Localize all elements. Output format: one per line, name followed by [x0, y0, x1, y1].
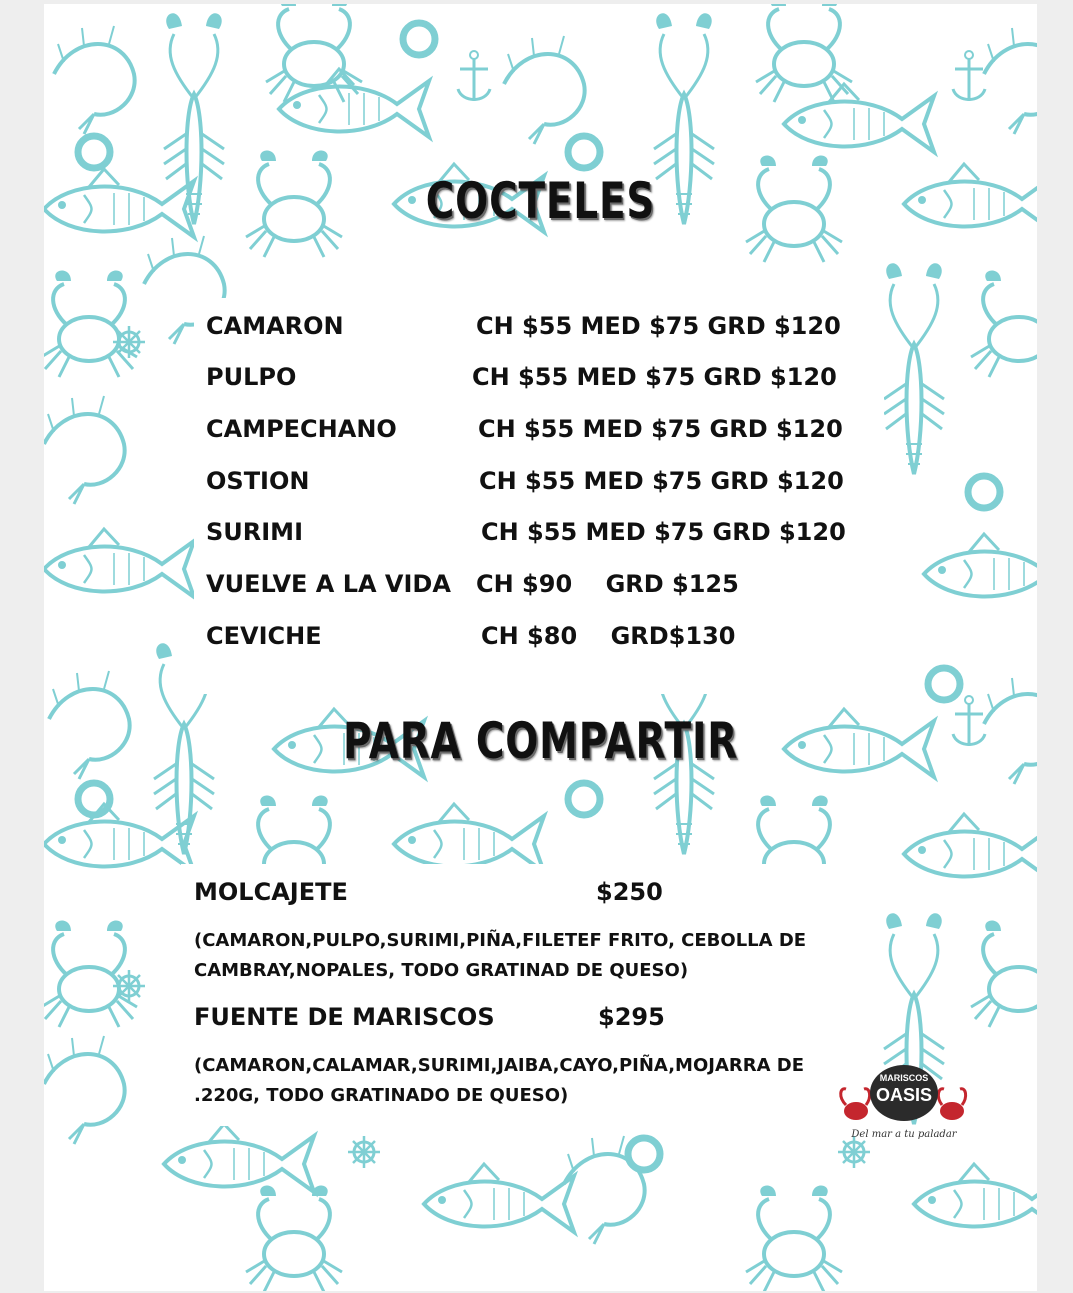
- menu-item-name: OSTION: [206, 467, 310, 495]
- menu-item-price: CH $80 GRD$130: [481, 622, 736, 650]
- menu-item-price: CH $55 MED $75 GRD $120: [472, 363, 837, 391]
- cocteles-panel: [194, 298, 884, 694]
- mariscos-oasis-logo: [834, 1059, 974, 1144]
- menu-item-price: $295: [598, 1003, 665, 1031]
- menu-item-price: $250: [596, 878, 663, 906]
- logo-line2: OASIS: [875, 1085, 933, 1105]
- menu-item-name: PULPO: [206, 363, 297, 391]
- menu-item-name: CAMPECHANO: [206, 415, 397, 443]
- menu-item-price: CH $55 MED $75 GRD $120: [478, 415, 843, 443]
- logo-line1: MARISCOS: [879, 1073, 929, 1083]
- menu-item-name: CEVICHE: [206, 622, 322, 650]
- logo-tagline: Del mar a tu paladar: [851, 1129, 957, 1140]
- para-compartir-panel: [181, 864, 874, 1126]
- menu-item-description: (CAMARON,CALAMAR,SURIMI,JAIBA,CAYO,PIÑA,MOJARRA DE .220G, TODO GRATINADO DE QUESO): [194, 1055, 805, 1106]
- menu-item-price: CH $55 MED $75 GRD $120: [479, 467, 844, 495]
- menu-item-name: CAMARON: [206, 312, 344, 340]
- menu-item-price: CH $55 MED $75 GRD $120: [481, 518, 846, 546]
- menu-item-price: CH $90 GRD $125: [476, 570, 739, 598]
- menu-item-price: CH $55 MED $75 GRD $120: [476, 312, 841, 340]
- menu-item-name: VUELVE A LA VIDA: [206, 570, 451, 598]
- menu-item-name: MOLCAJETE: [194, 878, 348, 906]
- para-compartir-heading: PARA COMPARTIR: [342, 712, 739, 770]
- menu-page: [44, 4, 1037, 1291]
- menu-item-description: (CAMARON,PULPO,SURIMI,PIÑA,FILETEF FRITO, CEBOLLA DE CAMBRAY,NOPALES, TODO GRATINAD DE QUESO): [194, 930, 807, 981]
- menu-item-name: SURIMI: [206, 518, 303, 546]
- menu-item-name: FUENTE DE MARISCOS: [194, 1003, 495, 1031]
- cocteles-heading: COCTELES: [425, 172, 656, 230]
